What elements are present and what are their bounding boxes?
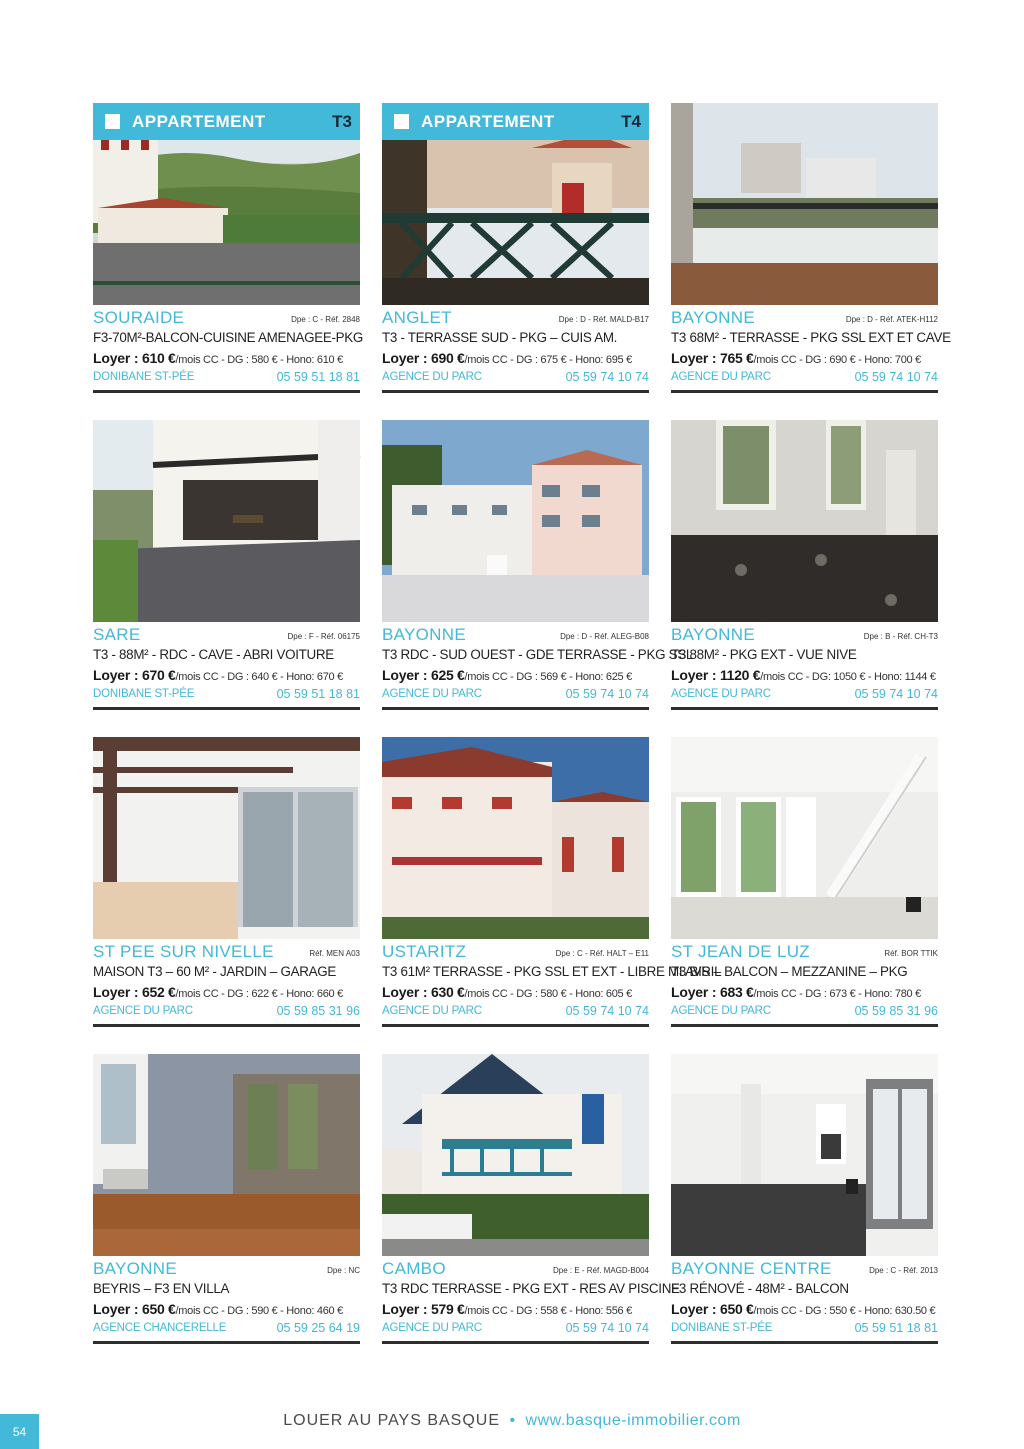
listing-card[interactable] bbox=[93, 103, 364, 393]
loyer-amount: 1120 € bbox=[719, 667, 761, 683]
listing-card[interactable] bbox=[382, 737, 722, 1027]
loyer-label: Loyer : bbox=[93, 350, 142, 366]
listing-agency: AGENCE DU PARC bbox=[671, 688, 771, 700]
listing-city: BAYONNE bbox=[671, 625, 755, 644]
listing-city: USTARITZ bbox=[382, 942, 467, 961]
listing-agency: AGENCE DU PARC bbox=[671, 1005, 771, 1017]
listing-phone[interactable]: 05 59 74 10 74 bbox=[854, 370, 938, 384]
listing-divider bbox=[671, 1024, 938, 1027]
listing-agency: AGENCE CHANCERELLE bbox=[93, 1322, 227, 1334]
listing-phone[interactable]: 05 59 74 10 74 bbox=[565, 687, 649, 701]
loyer-label: Loyer : bbox=[93, 984, 142, 1000]
listing-photo[interactable] bbox=[671, 737, 938, 939]
listing-divider bbox=[382, 707, 649, 710]
property-photo-image bbox=[671, 1054, 938, 1256]
listing-phone[interactable]: 05 59 74 10 74 bbox=[854, 687, 938, 701]
listing-phone[interactable]: 05 59 85 31 96 bbox=[854, 1004, 938, 1018]
loyer-label: Loyer : bbox=[671, 667, 720, 683]
square-icon bbox=[394, 114, 409, 129]
banner-size: T3 bbox=[332, 111, 352, 131]
property-photo-image bbox=[93, 737, 360, 939]
listing-price bbox=[671, 1299, 938, 1319]
listing-info bbox=[93, 1256, 360, 1337]
listing-card[interactable] bbox=[382, 103, 649, 393]
listing-card[interactable] bbox=[671, 103, 951, 393]
listing-phone[interactable]: 05 59 74 10 74 bbox=[565, 370, 649, 384]
listing-banner bbox=[93, 103, 360, 140]
loyer-amount: 670 € bbox=[141, 667, 176, 683]
listing-divider bbox=[671, 390, 938, 393]
listing-photo[interactable] bbox=[671, 420, 938, 622]
listing-price bbox=[93, 348, 360, 368]
listing-price bbox=[93, 1299, 360, 1319]
listing-phone[interactable]: 05 59 85 31 96 bbox=[276, 1004, 360, 1018]
listing-divider bbox=[93, 1024, 360, 1027]
loyer-terms: /mois CC - DG : 590 € - Hono: 460 € bbox=[175, 1305, 343, 1317]
listing-phone[interactable]: 05 59 74 10 74 bbox=[565, 1321, 649, 1335]
listing-phone[interactable]: 05 59 25 64 19 bbox=[276, 1321, 360, 1335]
loyer-amount: 652 € bbox=[141, 984, 176, 1000]
loyer-label: Loyer : bbox=[671, 1301, 720, 1317]
listing-card[interactable] bbox=[671, 420, 938, 710]
listing-phone[interactable]: 05 59 74 10 74 bbox=[565, 1004, 649, 1018]
listing-ref: Réf. BOR TTIK bbox=[884, 949, 938, 958]
loyer-terms: /mois CC - DG : 558 € - Hono: 556 € bbox=[464, 1305, 632, 1317]
listing-price bbox=[382, 348, 649, 368]
listing-ref: Dpe : D - Réf. ALEG-B08 bbox=[560, 632, 649, 641]
banner-type: APPARTEMENT bbox=[421, 111, 555, 131]
listing-ref: Dpe : E - Réf. MAGD-B004 bbox=[552, 1266, 649, 1275]
listing-city: SARE bbox=[93, 625, 141, 644]
loyer-amount: 650 € bbox=[141, 1301, 176, 1317]
listing-city: BAYONNE bbox=[382, 625, 466, 644]
listing-photo[interactable] bbox=[93, 420, 360, 622]
listing-card[interactable] bbox=[93, 1054, 360, 1344]
listing-divider bbox=[382, 390, 649, 393]
listing-description: T3 BIS – BALCON – MEZZANINE – PKG bbox=[671, 964, 908, 979]
property-photo-image bbox=[382, 737, 649, 939]
loyer-terms: /mois CC - DG : 580 € - Hono: 610 € bbox=[175, 354, 343, 366]
listing-price bbox=[671, 665, 938, 685]
loyer-amount: 625 € bbox=[430, 667, 465, 683]
loyer-amount: 683 € bbox=[719, 984, 754, 1000]
listing-city: ST PEE SUR NIVELLE bbox=[93, 942, 274, 961]
listing-info bbox=[382, 1256, 680, 1337]
listing-info bbox=[671, 1256, 938, 1337]
listing-card[interactable] bbox=[382, 1054, 680, 1344]
loyer-label: Loyer : bbox=[93, 667, 142, 683]
listing-ref: Dpe : C - Réf. 2848 bbox=[291, 315, 360, 324]
listing-description: T3 - 88M² - RDC - CAVE - ABRI VOITURE bbox=[93, 647, 334, 662]
listing-price bbox=[382, 982, 649, 1002]
listing-card[interactable] bbox=[93, 737, 360, 1027]
listing-info bbox=[382, 622, 694, 703]
listing-agency: DONIBANE ST-PÉE bbox=[93, 371, 195, 383]
listing-agency: AGENCE DU PARC bbox=[93, 1005, 193, 1017]
listing-description: F3-70M²-BALCON-CUISINE AMENAGEE-PKG bbox=[93, 330, 364, 345]
footer-title: LOUER AU PAYS BASQUE bbox=[283, 1412, 501, 1429]
loyer-label: Loyer : bbox=[671, 350, 720, 366]
listing-price bbox=[93, 982, 360, 1002]
listing-city: SOURAIDE bbox=[93, 308, 185, 327]
listing-banner bbox=[382, 103, 649, 140]
listing-description: F3 RÉNOVÉ - 48M² - BALCON bbox=[671, 1281, 849, 1296]
listing-card[interactable] bbox=[382, 420, 694, 710]
listing-description: T3 61M² TERRASSE - PKG SSL ET EXT - LIBRE MI AVRIL bbox=[382, 964, 722, 979]
listing-card[interactable] bbox=[671, 737, 938, 1027]
listing-ref: Dpe : B - Réf. CH-T3 bbox=[863, 632, 938, 641]
listing-card[interactable] bbox=[93, 420, 360, 710]
listing-ref: Dpe : F - Réf. 06175 bbox=[287, 632, 360, 641]
listing-info bbox=[382, 939, 722, 1020]
listing-price bbox=[382, 1299, 649, 1319]
listing-agency: AGENCE DU PARC bbox=[382, 1005, 482, 1017]
listing-divider bbox=[382, 1024, 649, 1027]
loyer-terms: /mois CC - DG : 569 € - Hono: 625 € bbox=[464, 671, 632, 683]
loyer-amount: 610 € bbox=[141, 350, 176, 366]
listing-description: T3 - TERRASSE SUD - PKG – CUIS AM. bbox=[382, 330, 618, 345]
listing-info bbox=[93, 622, 360, 703]
listing-info bbox=[382, 305, 649, 386]
property-photo-image bbox=[93, 420, 360, 622]
listing-info bbox=[671, 939, 938, 1020]
loyer-label: Loyer : bbox=[382, 1301, 431, 1317]
footer-separator: • bbox=[509, 1412, 517, 1429]
footer-url[interactable]: www.basque-immobilier.com bbox=[525, 1412, 741, 1429]
listings-grid bbox=[93, 103, 951, 1344]
listing-photo[interactable] bbox=[671, 103, 938, 305]
listing-description: MAISON T3 – 60 M² - JARDIN – GARAGE bbox=[93, 964, 336, 979]
listing-city: BAYONNE bbox=[93, 1259, 177, 1278]
listing-city: ANGLET bbox=[382, 308, 452, 327]
listing-divider bbox=[93, 707, 360, 710]
property-photo-image bbox=[671, 737, 938, 939]
loyer-terms: /mois CC - DG : 622 € - Hono: 660 € bbox=[175, 988, 343, 1000]
footer bbox=[0, 1412, 1024, 1436]
banner-type: APPARTEMENT bbox=[132, 111, 266, 131]
loyer-label: Loyer : bbox=[382, 667, 431, 683]
loyer-terms: /mois CC - DG : 640 € - Hono: 670 € bbox=[175, 671, 343, 683]
listing-info bbox=[671, 622, 938, 703]
loyer-terms: /mois CC - DG : 550 € - Hono: 630.50 € bbox=[753, 1305, 936, 1317]
loyer-terms: /mois CC - DG : 673 € - Hono: 780 € bbox=[753, 988, 921, 1000]
loyer-amount: 579 € bbox=[430, 1301, 465, 1317]
property-photo-image bbox=[382, 420, 649, 622]
listing-ref: Dpe : C - Réf. HALT – E11 bbox=[555, 949, 649, 958]
loyer-terms: /mois CC - DG : 580 € - Hono: 605 € bbox=[464, 988, 632, 1000]
listing-divider bbox=[382, 1341, 649, 1344]
listing-price bbox=[671, 982, 938, 1002]
loyer-amount: 630 € bbox=[430, 984, 465, 1000]
loyer-amount: 690 € bbox=[430, 350, 465, 366]
listing-agency: AGENCE DU PARC bbox=[382, 1322, 482, 1334]
listing-photo[interactable] bbox=[382, 103, 649, 305]
listing-description: T3 68M² - TERRASSE - PKG SSL EXT ET CAVE bbox=[671, 330, 951, 345]
listing-photo[interactable] bbox=[93, 103, 360, 305]
listing-price bbox=[93, 665, 360, 685]
listing-city: BAYONNE CENTRE bbox=[671, 1259, 832, 1278]
listing-photo[interactable] bbox=[382, 420, 649, 622]
listing-city: BAYONNE bbox=[671, 308, 755, 327]
listing-divider bbox=[93, 1341, 360, 1344]
listing-price bbox=[671, 348, 938, 368]
listing-photo[interactable] bbox=[93, 737, 360, 939]
listing-photo[interactable] bbox=[382, 737, 649, 939]
listing-info bbox=[93, 305, 364, 386]
property-photo-image bbox=[671, 420, 938, 622]
loyer-label: Loyer : bbox=[382, 350, 431, 366]
listing-photo[interactable] bbox=[671, 1054, 938, 1256]
loyer-amount: 650 € bbox=[719, 1301, 754, 1317]
loyer-label: Loyer : bbox=[382, 984, 431, 1000]
listing-description: T3 RDC TERRASSE - PKG EXT - RES AV PISCINE bbox=[382, 1281, 680, 1296]
listing-ref: Dpe : NC bbox=[327, 1266, 360, 1275]
listing-phone[interactable]: 05 59 51 18 81 bbox=[276, 370, 360, 384]
page-number: 54 bbox=[0, 1414, 39, 1449]
listing-photo[interactable] bbox=[382, 1054, 649, 1256]
listing-ref: Dpe : D - Réf. ATEK-H112 bbox=[845, 315, 938, 324]
loyer-label: Loyer : bbox=[671, 984, 720, 1000]
listing-info bbox=[671, 305, 951, 386]
listing-agency: AGENCE DU PARC bbox=[382, 688, 482, 700]
property-photo-image bbox=[93, 1054, 360, 1256]
loyer-terms: /mois CC - DG : 690 € - Hono: 700 € bbox=[753, 354, 921, 366]
listing-description: T3 88M² - PKG EXT - VUE NIVE bbox=[671, 647, 857, 662]
property-photo-image bbox=[671, 103, 938, 305]
listing-city: ST JEAN DE LUZ bbox=[671, 942, 810, 961]
listing-ref: Dpe : C - Réf. 2013 bbox=[869, 1266, 938, 1275]
loyer-terms: /mois CC - DG: 1050 € - Hono: 1144 € bbox=[760, 671, 936, 683]
listing-agency: AGENCE DU PARC bbox=[382, 371, 482, 383]
square-icon bbox=[105, 114, 120, 129]
loyer-terms: /mois CC - DG : 675 € - Hono: 695 € bbox=[464, 354, 632, 366]
listing-agency: DONIBANE ST-PÉE bbox=[93, 688, 195, 700]
listing-info bbox=[93, 939, 360, 1020]
loyer-label: Loyer : bbox=[93, 1301, 142, 1317]
listing-phone[interactable]: 05 59 51 18 81 bbox=[276, 687, 360, 701]
listing-photo[interactable] bbox=[93, 1054, 360, 1256]
listing-city: CAMBO bbox=[382, 1259, 446, 1278]
listing-description: T3 RDC - SUD OUEST - GDE TERRASSE - PKG SSL bbox=[382, 647, 694, 662]
property-photo-image bbox=[382, 1054, 649, 1256]
listing-agency: AGENCE DU PARC bbox=[671, 371, 771, 383]
listing-divider bbox=[671, 1341, 938, 1344]
listing-ref: Réf. MEN A03 bbox=[309, 949, 360, 958]
listing-ref: Dpe : D - Réf. MALD-B17 bbox=[558, 315, 649, 324]
listing-divider bbox=[93, 390, 360, 393]
listing-card[interactable] bbox=[671, 1054, 938, 1344]
loyer-amount: 765 € bbox=[719, 350, 754, 366]
listing-phone[interactable]: 05 59 51 18 81 bbox=[854, 1321, 938, 1335]
listing-description: BEYRIS – F3 EN VILLA bbox=[93, 1281, 230, 1296]
listing-divider bbox=[671, 707, 938, 710]
listing-agency: DONIBANE ST-PÉE bbox=[671, 1322, 773, 1334]
listing-price bbox=[382, 665, 649, 685]
banner-size: T4 bbox=[621, 111, 641, 131]
